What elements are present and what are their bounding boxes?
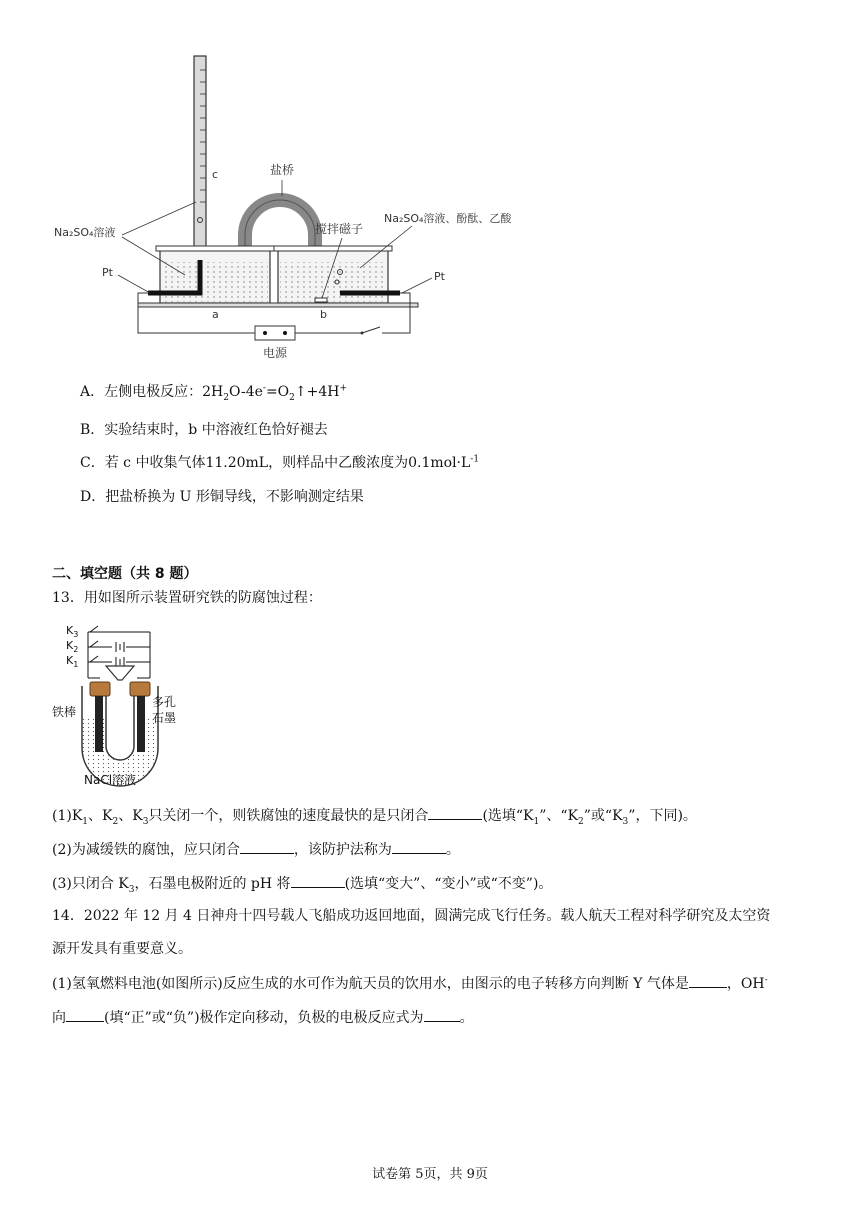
answer-blank[interactable]: [66, 1007, 104, 1022]
electrolysis-apparatus-figure: [50, 50, 550, 370]
label-salt-bridge: 盐桥: [269, 163, 295, 177]
label-nacl: NaCl溶液: [84, 773, 137, 787]
answer-blank[interactable]: [689, 973, 727, 988]
q13-stem: 13．用如图所示装置研究铁的防腐蚀过程：: [52, 590, 322, 606]
option-b: B．实验结束时，b 中溶液红色恰好褪去: [80, 422, 328, 438]
label-k3: $K_3$: [66, 624, 79, 639]
option-c: C．若 c 中收集气体11.20mL，则样品中乙酸浓度为$0.1mol\cdot L^{-1}$: [80, 454, 480, 471]
label-a: a: [212, 308, 219, 321]
label-b: b: [320, 308, 327, 321]
page-footer: 试卷第 5页，共 9页: [372, 1167, 488, 1182]
iron-corrosion-figure: [52, 618, 212, 790]
label-c: c: [212, 168, 219, 181]
q14-stem-line1: 14．2022 年 12 月 4 日神舟十四号载人飞船成功返回地面，圆满完成飞行任务。载人航天工程对科学研究及太空资: [52, 908, 771, 924]
q13-part2: (2)为减缓铁的腐蚀，应只闭合 ，该防护法称为 。: [52, 839, 460, 859]
option-d: D．把盐桥换为 U 形铜导线，不影响测定结果: [80, 489, 364, 505]
label-stirrer: 搅拌磁子: [315, 222, 364, 236]
label-porous: 多孔: [152, 695, 177, 709]
label-pt-left: Pt: [102, 266, 113, 279]
q13-part1: $(1)K_1$、$K_2$、$K_3$只关闭一个，则铁腐蚀的速度最快的是只闭合 (选填“$K_1$”、“$K_2$”或“$K_3$”，下同)。: [52, 805, 697, 825]
label-graphite: 石墨: [152, 711, 177, 725]
label-left-solution: Na₂SO₄溶液: [54, 226, 116, 239]
answer-blank[interactable]: [424, 1007, 460, 1022]
section-heading: 二、填空题（共 8 题）: [52, 566, 198, 582]
q13-part3: (3)只闭合 $K_3$，石墨电极附近的 pH 将 (选填“变大”、“变小”或“不变”)。: [52, 873, 552, 893]
label-power: 电源: [262, 346, 288, 360]
answer-blank[interactable]: [428, 805, 482, 820]
option-a: A．左侧电极反应：$2H_2O-4e^-=O_2↑+4H^+$: [80, 383, 348, 403]
q14-part1-line2: 向 (填“正”或“负”)极作定向移动，负极的电极反应式为 。: [52, 1007, 474, 1027]
label-iron-rod: 铁棒: [52, 705, 77, 719]
label-k1: $K_1$: [66, 654, 79, 669]
label-pt-right: Pt: [434, 270, 445, 283]
label-k2: $K_2$: [66, 639, 79, 654]
answer-blank[interactable]: [291, 873, 345, 888]
answer-blank[interactable]: [392, 839, 446, 854]
label-right-solution: Na₂SO₄溶液、酚酞、乙酸: [384, 212, 512, 225]
answer-blank[interactable]: [240, 839, 294, 854]
q14-part1-line1: (1)氢氧燃料电池(如图所示)反应生成的水可作为航天员的饮用水，由图示的电子转移方向判断 Y 气体是 ，OH-: [52, 973, 768, 993]
q14-stem-line2: 源开发具有重要意义。: [52, 941, 192, 957]
